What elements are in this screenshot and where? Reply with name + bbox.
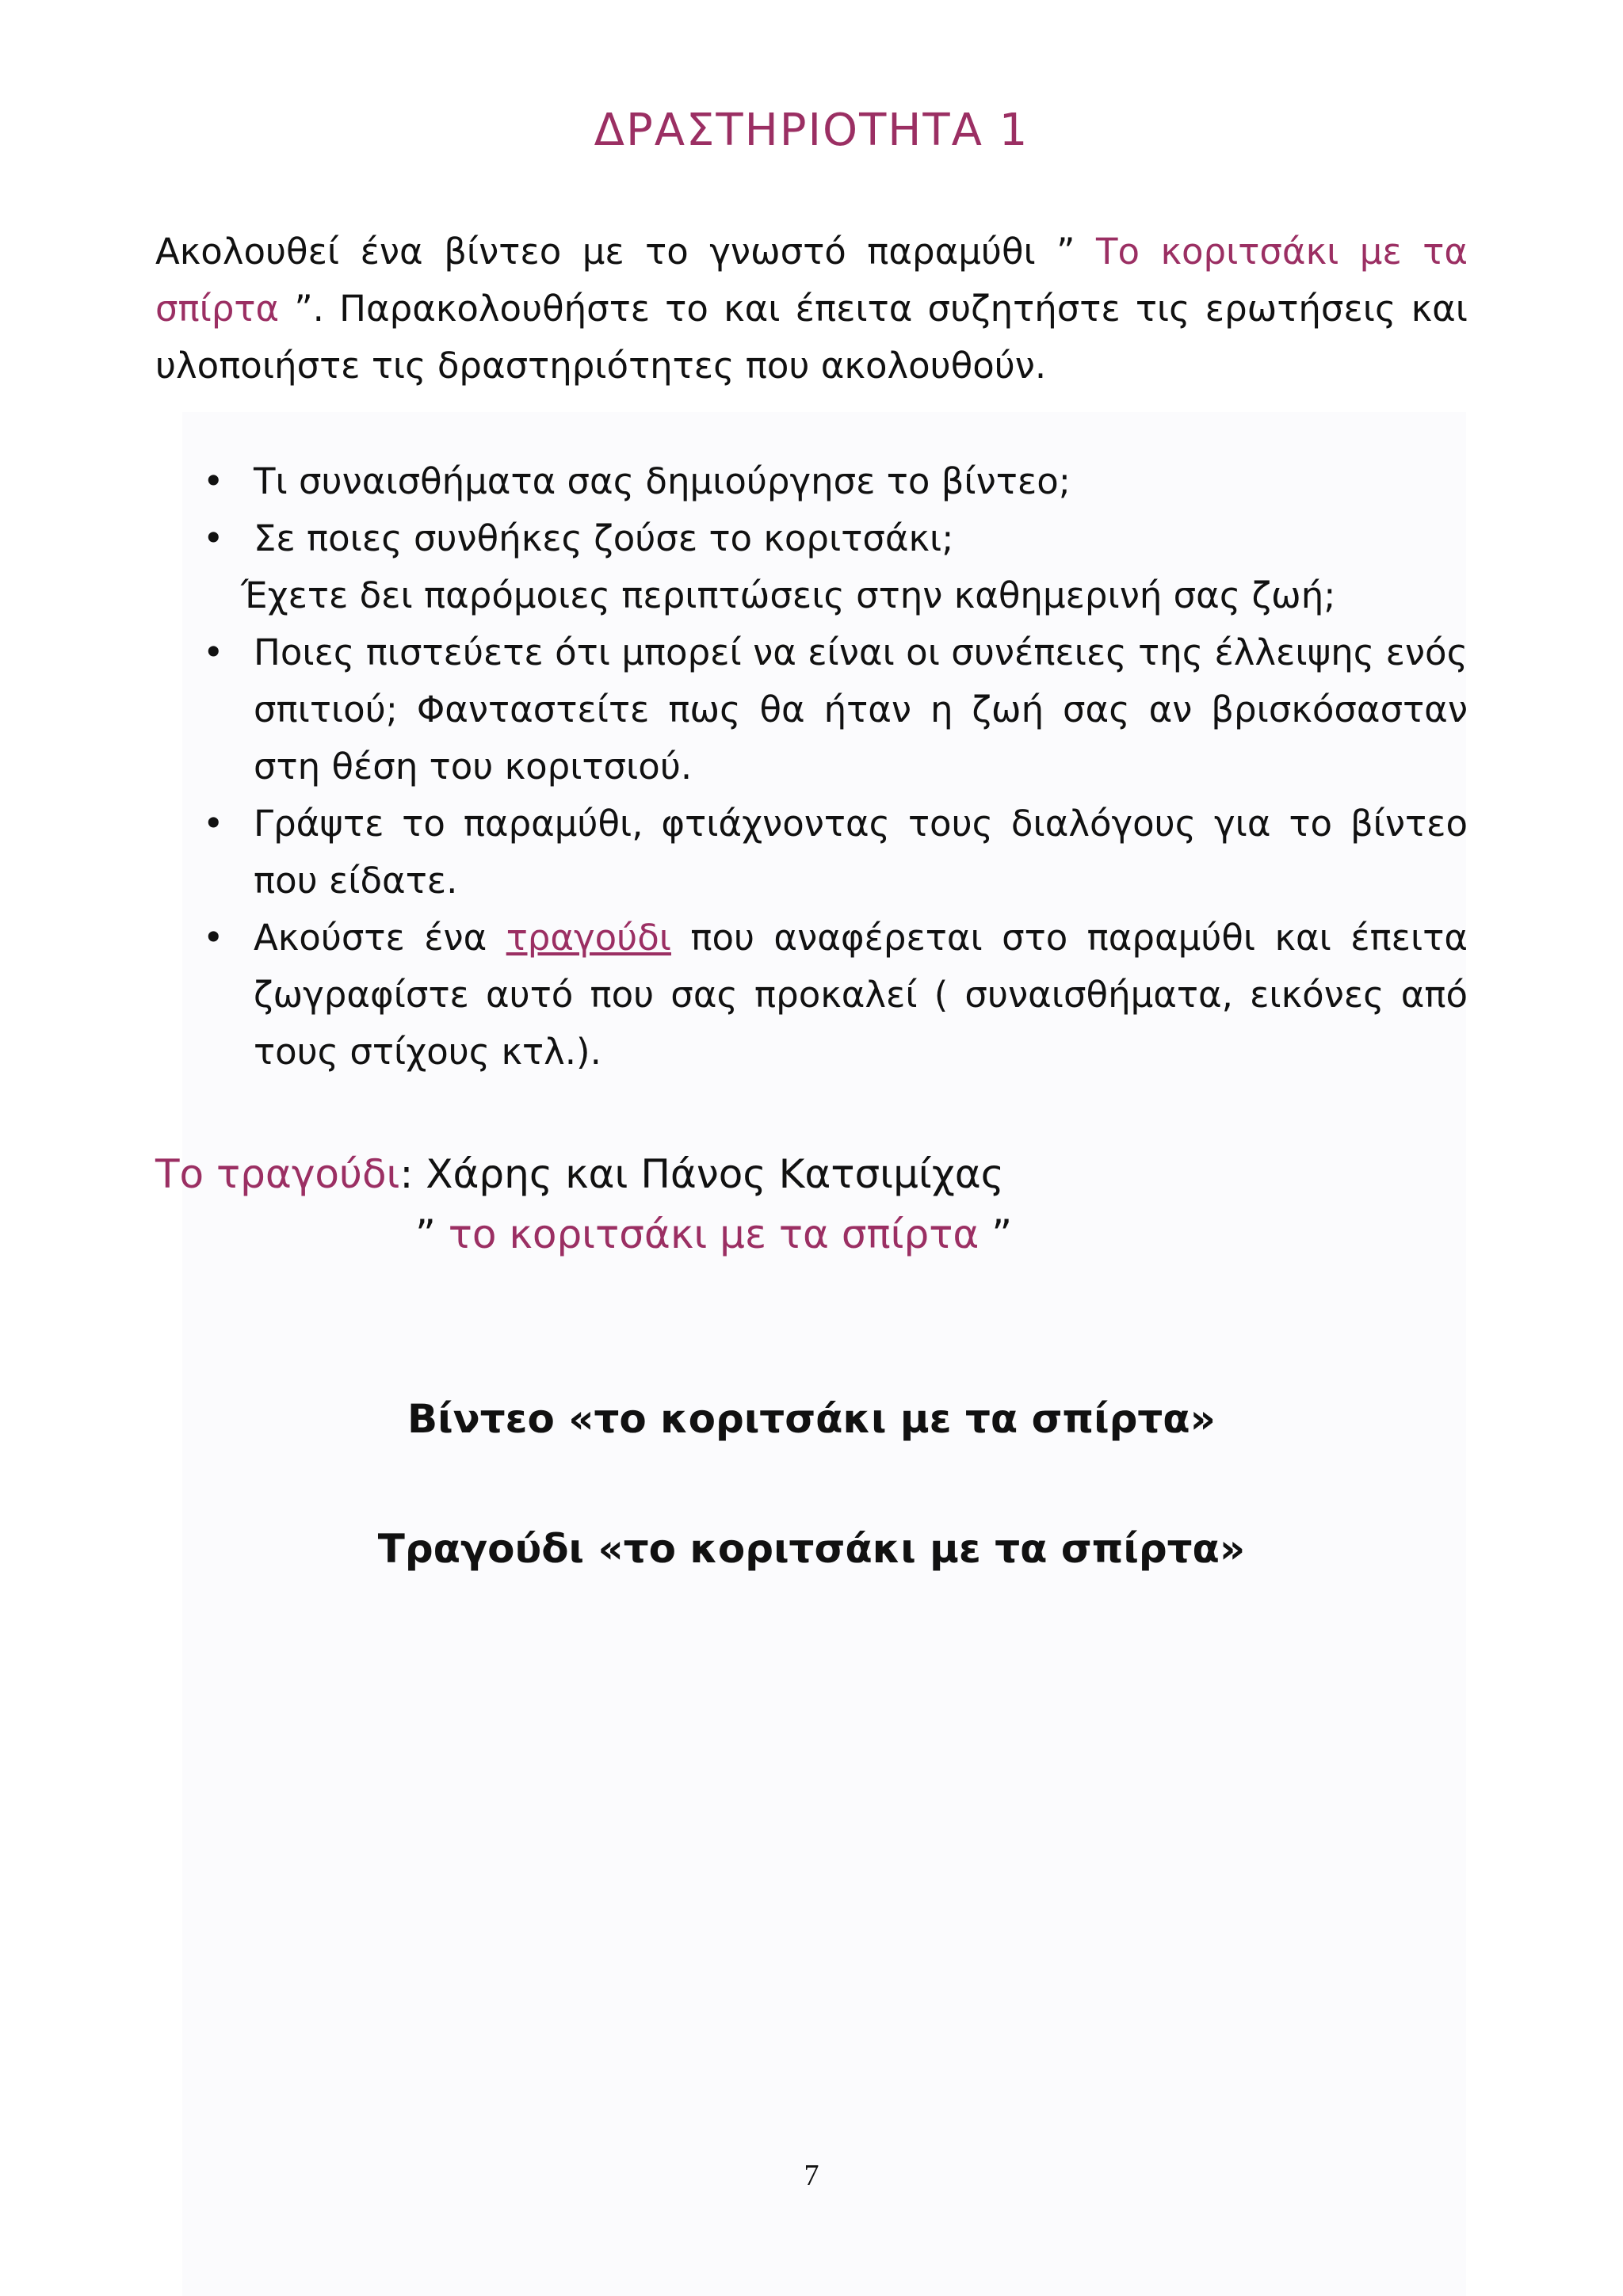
song-link[interactable]: τραγούδι [506, 917, 671, 959]
question-text: Τι συναισθήματα σας δημιούργησε το βίντεο; [254, 460, 1071, 502]
bullet-icon: • [203, 460, 224, 502]
bullet-icon: • [203, 803, 224, 845]
question-text: Γράψτε το παραμύθι, φτιάχνοντας τους διαλόγους για το βίντεο που είδατε. [254, 803, 1468, 902]
song-label: Το τραγούδι [155, 1151, 400, 1197]
question-text-start: Ακούστε ένα [254, 917, 506, 959]
intro-story-title: Το κοριτσάκι με τα σπίρτα [155, 231, 1468, 330]
song-artists: Χάρης και Πάνος Κατσιμίχας [426, 1151, 1005, 1197]
list-item [203, 510, 1468, 624]
question-text: Σε ποιες συνθήκες ζούσε το κοριτσάκι; [254, 517, 954, 559]
question-text-end: που αναφέρεται στο παραμύθι και έπειτα ζωγραφίστε αυτό που σας προκαλεί ( συναισθήματα, εικόνες από τους στίχους κτλ.). [254, 917, 1468, 1073]
question-list [203, 453, 1468, 1081]
bullet-icon: • [203, 917, 224, 959]
video-link[interactable]: Βίντεο «το κοριτσάκι με τα σπίρτα» [407, 1396, 1216, 1442]
question-text: Ποιες πιστεύετε ότι μπορεί να είναι οι συνέπειες της έλλειψης ενός σπιτιού; Φανταστείτε πως θα ήταν η ζωή σας αν βρισκόσασταν στη θέση του κοριτσιού. [254, 631, 1468, 788]
intro-text-end: ”. Παρακολουθήστε το και έπειτα συζητήστε τις ερωτήσεις και υλοποιήστε τις δραστηριότητες που ακολουθούν. [155, 288, 1468, 387]
song-title: το κοριτσάκι με τα σπίρτα [448, 1211, 980, 1257]
question-subtext: Έχετε δει παρόμοιες περιπτώσεις στην καθημερινή σας ζωή; [241, 574, 1336, 616]
list-item [203, 795, 1468, 910]
bullet-icon: • [203, 631, 224, 673]
song-credit [155, 1144, 1004, 1204]
bullet-icon: • [203, 517, 224, 559]
page-number: 7 [804, 2159, 819, 2192]
intro-paragraph [155, 223, 1468, 395]
song-title-line [415, 1204, 1012, 1264]
song-quote-open: ” [415, 1211, 449, 1257]
page-title: ΔΡΑΣΤΗΡΙΟΤΗΤΑ 1 [594, 105, 1029, 156]
list-item [203, 624, 1468, 795]
intro-text-start: Ακολουθεί ένα βίντεο με το γνωστό παραμύθι ” [155, 231, 1096, 273]
song-separator: : [399, 1151, 426, 1197]
list-item [203, 910, 1468, 1081]
song-video-link[interactable]: Τραγούδι «το κοριτσάκι με τα σπίρτα» [377, 1526, 1246, 1572]
list-item [203, 453, 1468, 510]
song-quote-close: ” [979, 1211, 1013, 1257]
